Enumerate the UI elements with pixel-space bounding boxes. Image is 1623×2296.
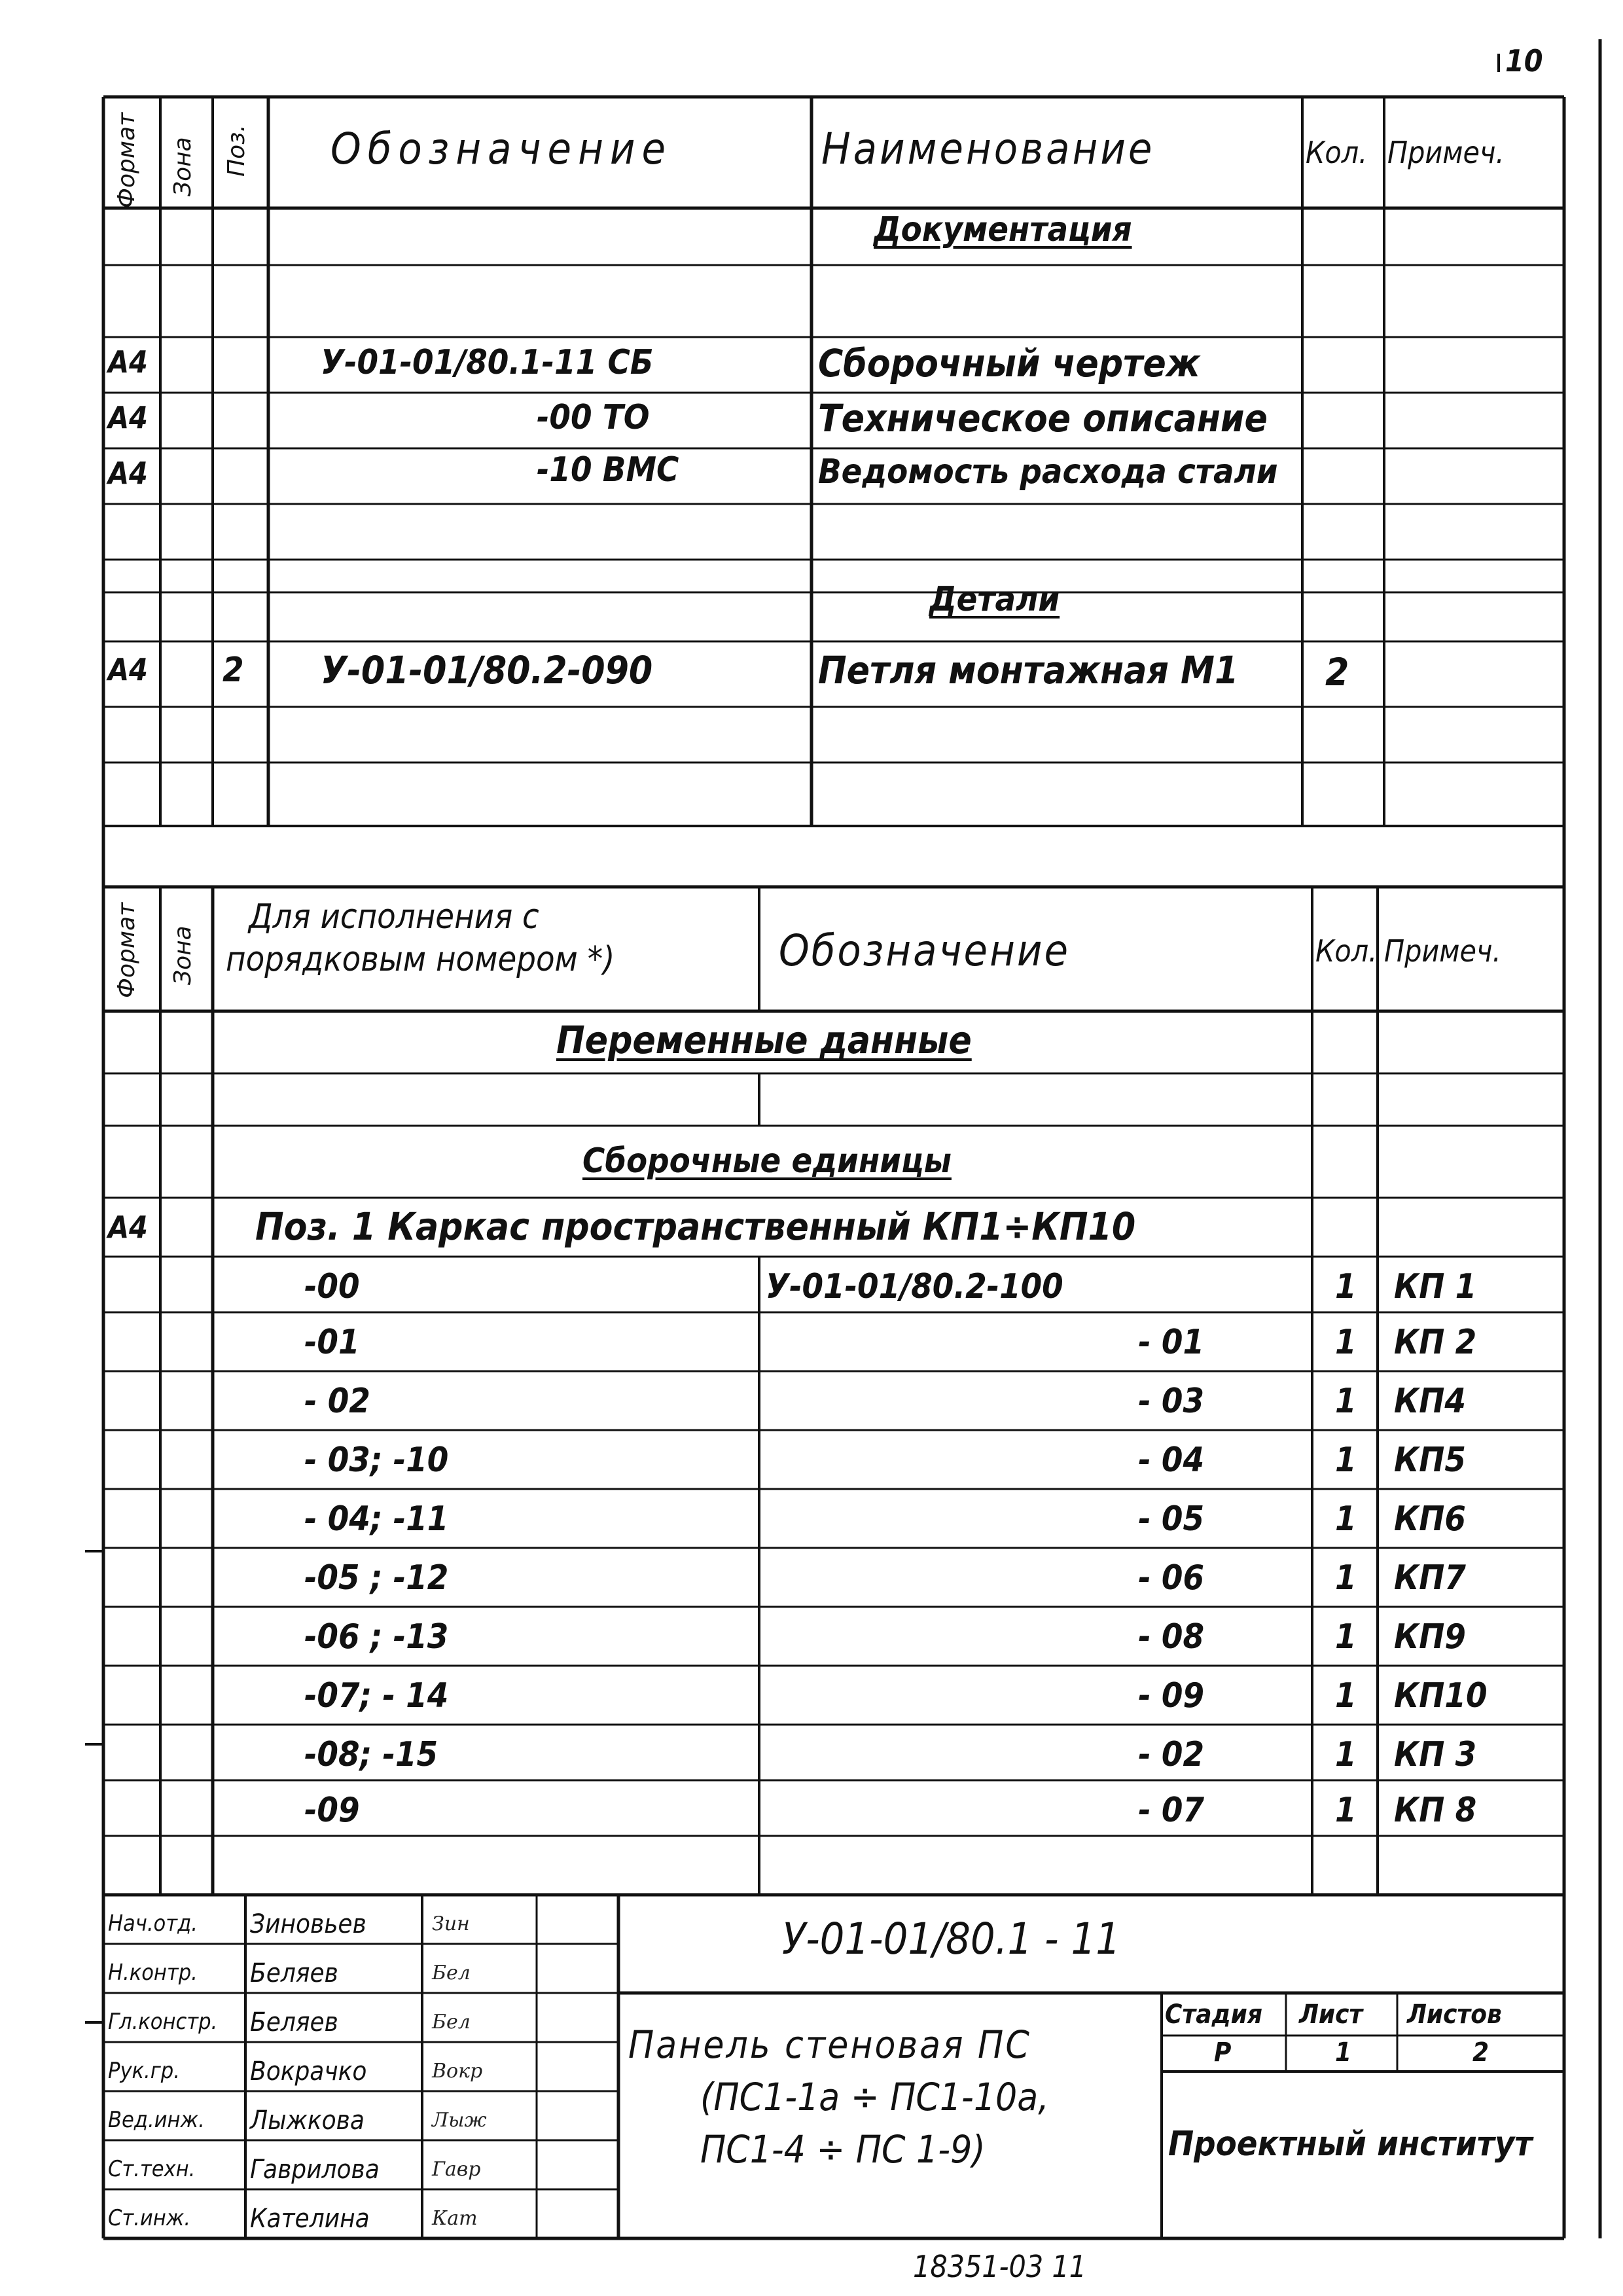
var-row-quantity: 1 xyxy=(1335,1323,1357,1362)
var-row-designation: - 01 xyxy=(1138,1323,1204,1362)
var-row-designation: - 04 xyxy=(1138,1441,1204,1480)
title-line-3: ПС1-4 ÷ ПС 1-9) xyxy=(700,2127,986,2172)
staff-role: Гл.констр. xyxy=(108,2009,218,2035)
staff-role: Нач.отд. xyxy=(108,1910,198,1937)
section-documentation: Документация xyxy=(874,210,1132,249)
spec-row-3-format: А4 xyxy=(108,456,148,491)
var-row-designation: - 06 xyxy=(1138,1558,1204,1598)
var-row-designation: - 07 xyxy=(1138,1791,1204,1830)
document-code: У-01-01/80.1 - 11 xyxy=(782,1914,1120,1964)
sheet-value: 1 xyxy=(1335,2037,1352,2068)
spec-row-3-designation: -10 ВМС xyxy=(537,450,679,490)
organization-name: Проектный институт xyxy=(1168,2125,1533,2164)
var-row-quantity: 1 xyxy=(1335,1617,1357,1657)
var-row-note: КП 3 xyxy=(1394,1735,1477,1774)
page-number: 10 xyxy=(1505,43,1543,79)
staff-role: Вед.инж. xyxy=(108,2107,205,2133)
staff-role: Рук.гр. xyxy=(108,2058,180,2084)
section-assembly-units: Сборочные единицы xyxy=(582,1141,952,1181)
header-note: Примеч. xyxy=(1387,135,1505,170)
header-name: Наименование xyxy=(821,124,1155,174)
staff-name: Кателина xyxy=(250,2204,370,2234)
var-row-designation: - 09 xyxy=(1138,1676,1204,1715)
var-row-quantity: 1 xyxy=(1335,1382,1357,1421)
var-row-quantity: 1 xyxy=(1335,1499,1357,1539)
var-header-format: Формат xyxy=(113,902,140,998)
archive-number: 18351-03 11 xyxy=(913,2249,1086,2284)
sheet-label: Лист xyxy=(1299,2000,1363,2030)
var-row-quantity: 1 xyxy=(1335,1267,1357,1306)
section-details: Детали xyxy=(929,580,1060,619)
var-header-quantity: Кол. xyxy=(1315,933,1378,969)
var-header-designation: Обозначение xyxy=(779,925,1071,976)
spec-row-4-position: 2 xyxy=(223,651,244,690)
header-designation: Обозначение xyxy=(330,124,673,174)
var-row-note: КП4 xyxy=(1394,1382,1466,1421)
var-row-note: КП10 xyxy=(1394,1676,1488,1715)
var-row-quantity: 1 xyxy=(1335,1441,1357,1480)
spec-row-4-quantity: 2 xyxy=(1325,650,1349,694)
var-header-execution-line2: порядковым номером *) xyxy=(226,940,615,979)
var-row-note: КП9 xyxy=(1394,1617,1466,1657)
var-row-designation: У-01-01/80.2-100 xyxy=(766,1267,1063,1306)
staff-name: Лыжкова xyxy=(250,2106,365,2136)
var-row-execution: -05 ; -12 xyxy=(304,1558,449,1598)
spec-row-2-format: А4 xyxy=(108,400,148,435)
spec-row-4-format: А4 xyxy=(108,652,148,687)
var-row-quantity: 1 xyxy=(1335,1676,1357,1715)
var-row-execution: -07; - 14 xyxy=(304,1676,449,1715)
var-row-note: КП 1 xyxy=(1394,1267,1477,1306)
spec-row-4-designation: У-01-01/80.2-090 xyxy=(321,648,653,692)
title-line-2: (ПС1-1а ÷ ПС1-10а, xyxy=(700,2075,1049,2119)
var-row-execution: - 02 xyxy=(304,1382,370,1421)
staff-signature: Бел xyxy=(432,1962,471,1984)
header-format: Формат xyxy=(113,112,140,208)
staff-signature: Бел xyxy=(432,2011,471,2034)
staff-role: Н.контр. xyxy=(108,1960,198,1986)
header-quantity: Кол. xyxy=(1306,135,1368,170)
var-row-note: КП 2 xyxy=(1394,1323,1477,1362)
staff-signature: Кат xyxy=(432,2207,478,2230)
staff-role: Ст.техн. xyxy=(108,2156,196,2182)
var-row-quantity: 1 xyxy=(1335,1791,1357,1830)
var-row-execution: -09 xyxy=(304,1791,360,1830)
var-row-designation: - 02 xyxy=(1138,1735,1204,1774)
var-row-execution: -08; -15 xyxy=(304,1735,438,1774)
var-row-execution: -00 xyxy=(304,1267,360,1306)
position-1-format: А4 xyxy=(108,1210,148,1245)
header-zone: Зона xyxy=(169,137,196,196)
position-1-text: Поз. 1 Каркас пространственный КП1÷КП10 xyxy=(255,1204,1136,1249)
spec-row-1-format: А4 xyxy=(108,344,148,380)
spec-row-1-name: Сборочный чертеж xyxy=(818,341,1200,386)
spec-row-1-designation: У-01-01/80.1-11 СБ xyxy=(321,343,654,382)
staff-name: Вокрачко xyxy=(250,2056,367,2087)
staff-signature: Зин xyxy=(432,1912,470,1935)
var-row-note: КП5 xyxy=(1394,1441,1466,1480)
staff-name: Беляев xyxy=(250,1958,338,1988)
var-row-note: КП 8 xyxy=(1394,1791,1477,1830)
spec-row-3-name: Ведомость расхода стали xyxy=(818,452,1278,492)
spec-row-4-name: Петля монтажная М1 xyxy=(818,648,1239,692)
sheets-label: Листов xyxy=(1407,2000,1502,2030)
var-row-quantity: 1 xyxy=(1335,1558,1357,1598)
var-row-execution: - 03; -10 xyxy=(304,1441,449,1480)
staff-signature: Лыж xyxy=(432,2109,487,2132)
staff-name: Беляев xyxy=(250,2007,338,2037)
var-row-execution: - 04; -11 xyxy=(304,1499,449,1539)
staff-role: Ст.инж. xyxy=(108,2205,191,2231)
spec-row-2-designation: -00 ТО xyxy=(537,398,650,437)
spec-row-2-name: Техническое описание xyxy=(818,396,1268,440)
staff-name: Зиновьев xyxy=(250,1909,366,1939)
var-row-designation: - 03 xyxy=(1138,1382,1204,1421)
stage-value: Р xyxy=(1214,2037,1232,2068)
var-header-note: Примеч. xyxy=(1384,933,1501,969)
stage-label: Стадия xyxy=(1165,2000,1262,2030)
var-row-note: КП7 xyxy=(1394,1558,1466,1598)
var-header-zone: Зона xyxy=(169,925,196,985)
title-line-1: Панель стеновая ПС xyxy=(628,2022,1031,2067)
var-row-note: КП6 xyxy=(1394,1499,1466,1539)
staff-name: Гаврилова xyxy=(250,2155,380,2185)
var-row-designation: - 05 xyxy=(1138,1499,1204,1539)
sheets-value: 2 xyxy=(1472,2037,1489,2068)
header-position: Поз. xyxy=(223,124,250,177)
staff-signature: Вокр xyxy=(432,2060,483,2083)
var-row-designation: - 08 xyxy=(1138,1617,1204,1657)
var-row-execution: -06 ; -13 xyxy=(304,1617,449,1657)
section-variable-data: Переменные данные xyxy=(556,1018,972,1062)
var-row-quantity: 1 xyxy=(1335,1735,1357,1774)
var-row-execution: -01 xyxy=(304,1323,360,1362)
var-header-execution-line1: Для исполнения с xyxy=(249,897,539,937)
staff-signature: Гавр xyxy=(432,2158,481,2181)
